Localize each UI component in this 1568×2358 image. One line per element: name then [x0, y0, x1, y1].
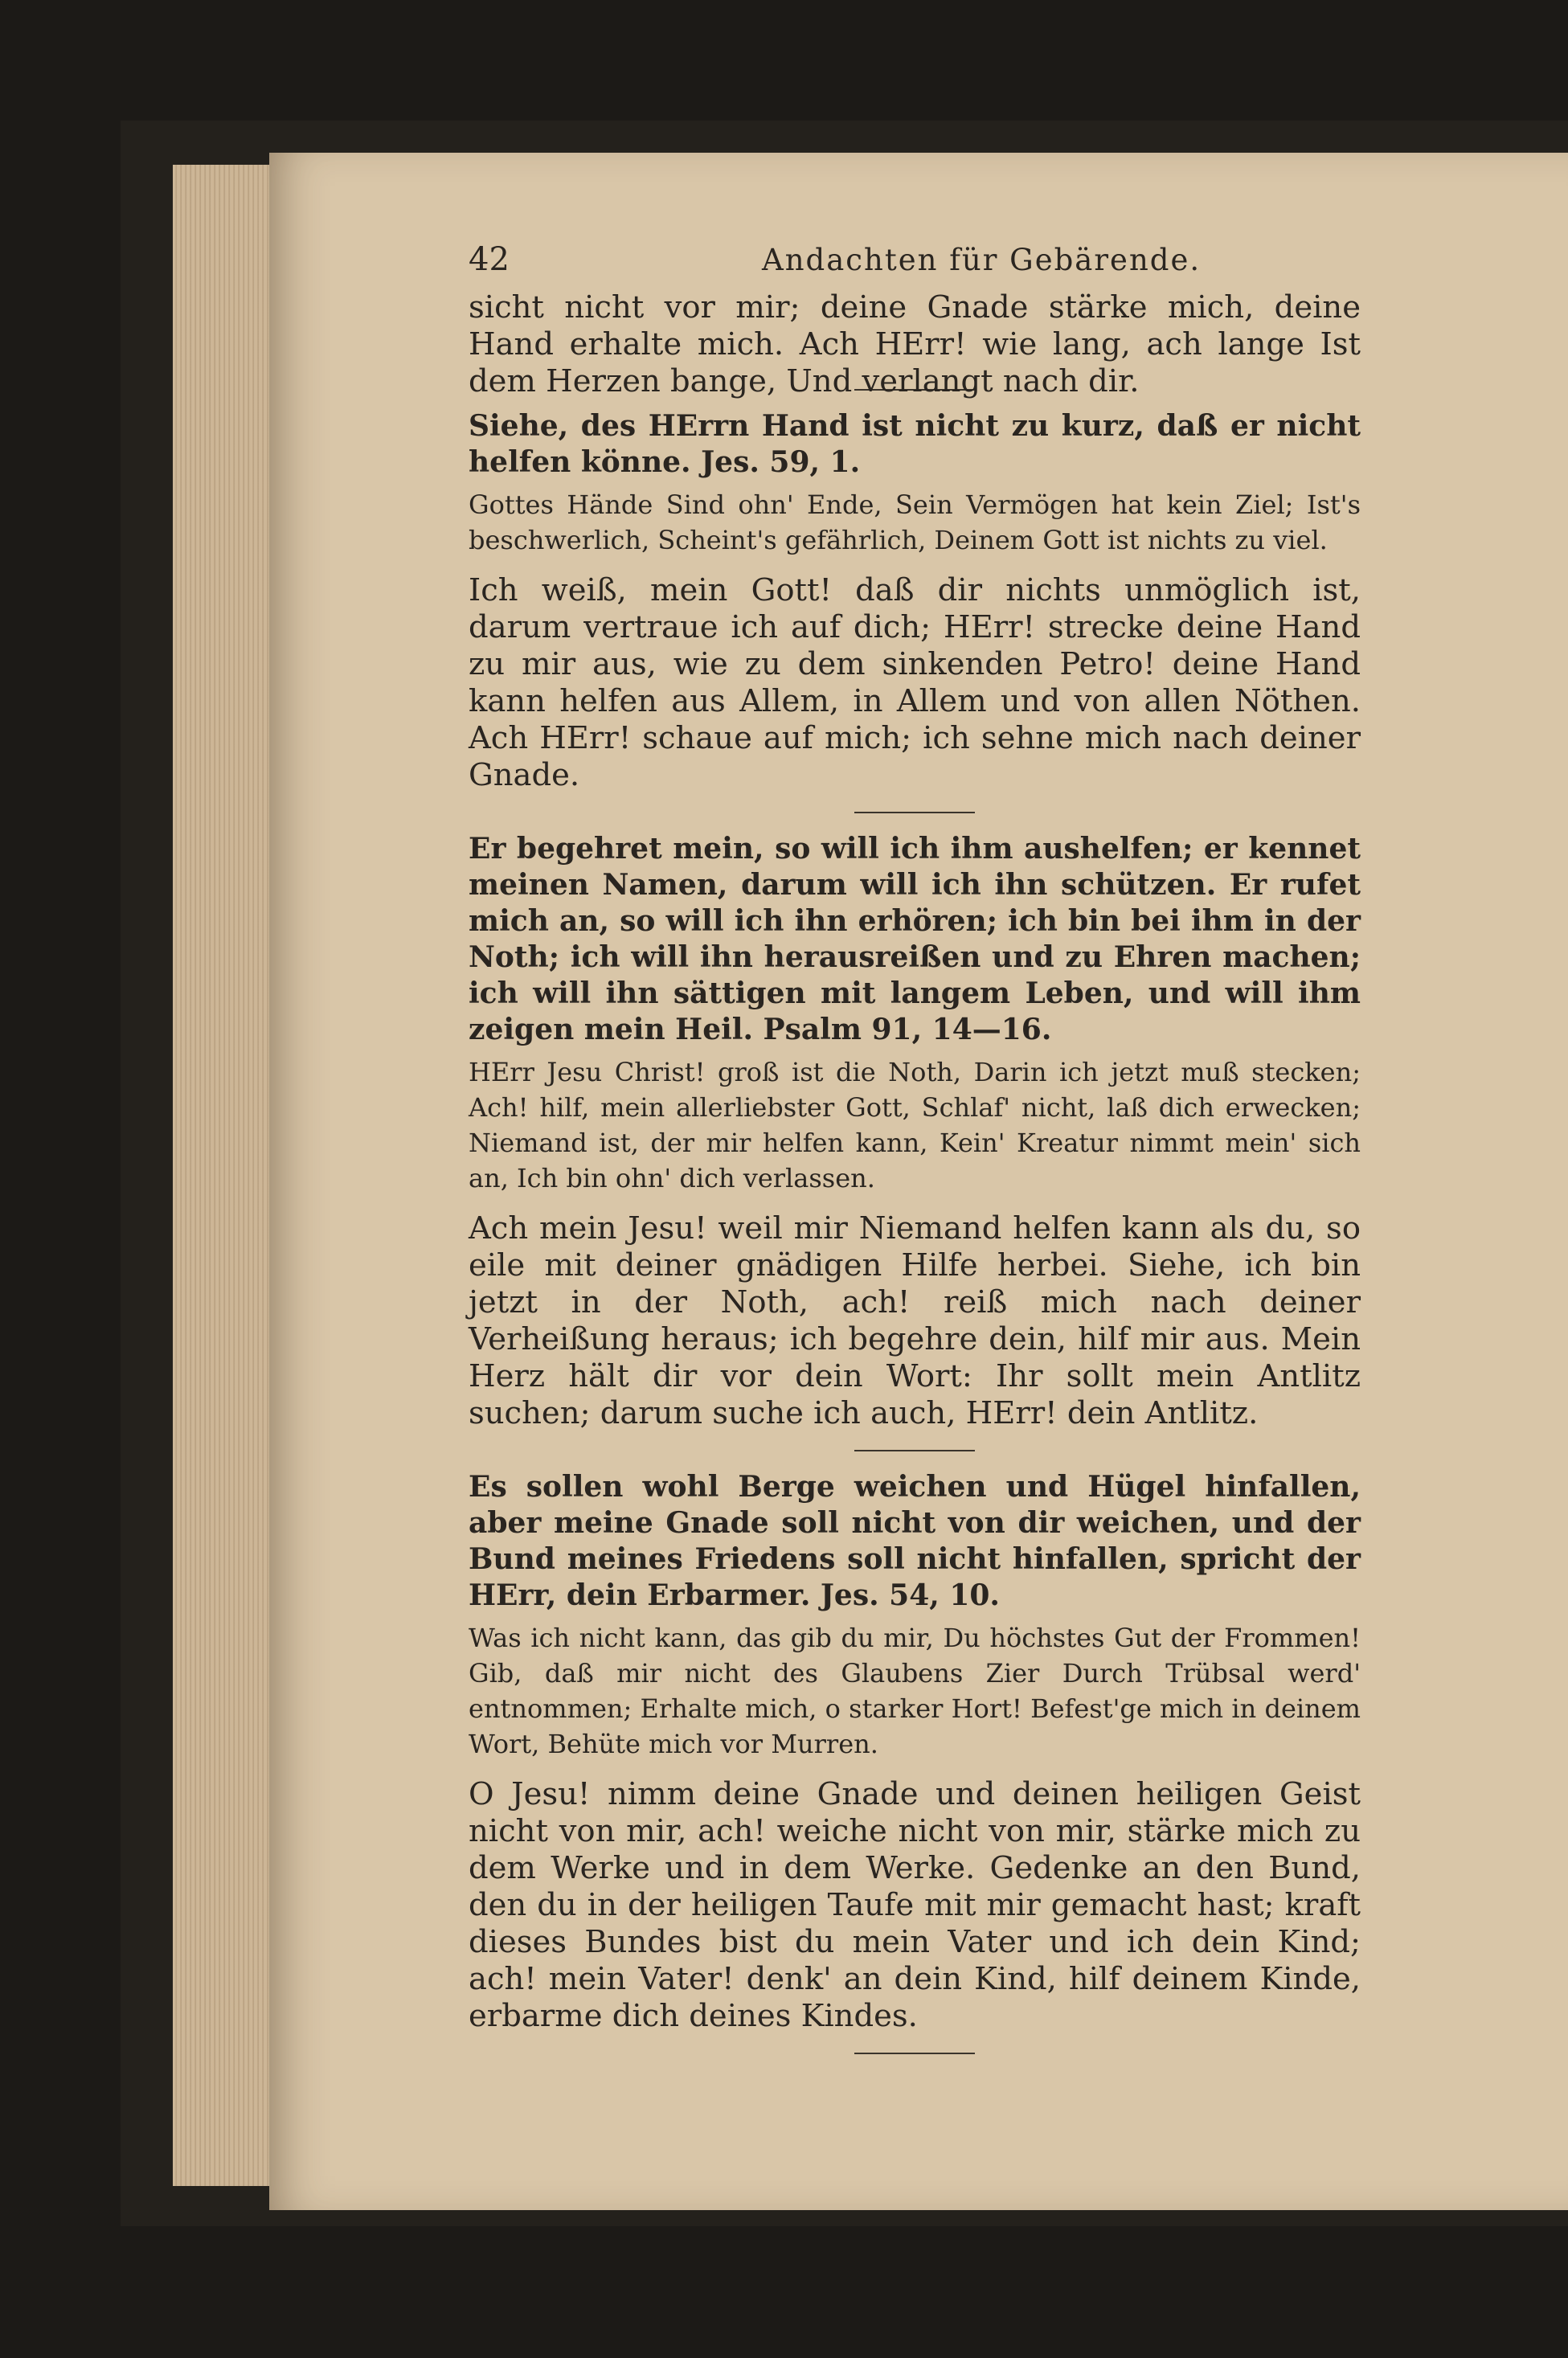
- hymn-verse-3: Was ich nicht kann, das gib du mir, Du höchstes Gut der Frommen! Gib, daß mir nicht des Glaubens Zier Durch Trübsal werd' entnommen; Erhalte mich, o starker Hort! Befest'ge mich in deinem Wort, Behüte mich vor Murren.: [469, 1623, 1361, 1759]
- prayer-paragraph-3: Ach mein Jesu! weil mir Niemand helfen kann als du, so eile mit deiner gnädigen Hilfe herbei. Siehe, ich bin jetzt in der Noth, ach! reiß mich nach deiner Verheißung heraus; ich begehre dein, hilf mir aus. Mein Herz hält dir vor dein Wort: Ihr sollt mein Antlitz suchen; darum suche ich auch, HErr! dein Antlitz.: [469, 1210, 1361, 1431]
- hymn-verse-2: HErr Jesu Christ! groß ist die Noth, Darin ich jetzt muß stecken; Ach! hilf, mein allerliebster Gott, Schlaf' nicht, laß dich erwecken; Niemand ist, der mir helfen kann, Kein' Kreatur nimmt mein' sich an, Ich bin ohn' dich verlassen.: [469, 1057, 1361, 1193]
- page-edges: [173, 165, 285, 2186]
- page-content: [469, 241, 1361, 2054]
- hymn-verse-1: Gottes Hände Sind ohn' Ende, Sein Vermögen hat kein Ziel; Ist's beschwerlich, Scheint's gefährlich, Deinem Gott ist nichts zu viel.: [469, 489, 1361, 555]
- section-divider: [854, 1450, 975, 1451]
- running-title: Andachten für Gebärende.: [762, 243, 1202, 277]
- bible-verse-3: Es sollen wohl Berge weichen und Hügel hinfallen, aber meine Gnade soll nicht von dir weichen, und der Bund meines Friedens soll nicht hinfallen, spricht der HErr, dein Erbarmer. Jes. 54, 10.: [469, 1470, 1361, 1612]
- section-divider: [854, 2053, 975, 2054]
- prayer-paragraph-4: O Jesu! nimm deine Gnade und deinen heiligen Geist nicht von mir, ach! weiche nicht von mir, stärke mich zu dem Werke und in dem Werke. Gedenke an den Bund, den du in der heiligen Taufe mit mir gemacht hast; kraft dieses Bundes bist du mein Vater und ich dein Kind; ach! mein Vater! denk' an dein Kind, hilf deinem Kinde, erbarme dich deines Kindes.: [469, 1776, 1361, 2034]
- prayer-paragraph-2: Ich weiß, mein Gott! daß dir nichts unmöglich ist, darum vertraue ich auf dich; HErr! strecke deine Hand zu mir aus, wie zu dem sinkenden Petro! deine Hand kann helfen aus Allem, in Allem und von allen Nöthen. Ach HErr! schaue auf mich; ich sehne mich nach deiner Gnade.: [469, 572, 1361, 793]
- bible-verse-2: Er begehret mein, so will ich ihm aushelfen; er kennet meinen Namen, darum will ich ihn schützen. Er rufet mich an, so will ich ihn erhören; ich bin bei ihm in der Noth; ich will ihn herausreißen und zu Ehren machen; ich will ihn sättigen mit langem Leben, und will ihm zeigen mein Heil. Psalm 91, 14—16.: [469, 832, 1361, 1046]
- bible-verse-1: Siehe, des HErrn Hand ist nicht zu kurz, daß er nicht helfen könne. Jes. 59, 1.: [469, 409, 1361, 479]
- page-number: 42: [469, 241, 510, 278]
- section-divider: [854, 812, 975, 813]
- page-header: [469, 241, 1361, 289]
- prayer-paragraph-1: sicht nicht vor mir; deine Gnade stärke mich, deine Hand erhalte mich. Ach HErr! wie lang, ach lange Ist dem Herzen bange, Und verlangt nach dir.: [469, 289, 1361, 399]
